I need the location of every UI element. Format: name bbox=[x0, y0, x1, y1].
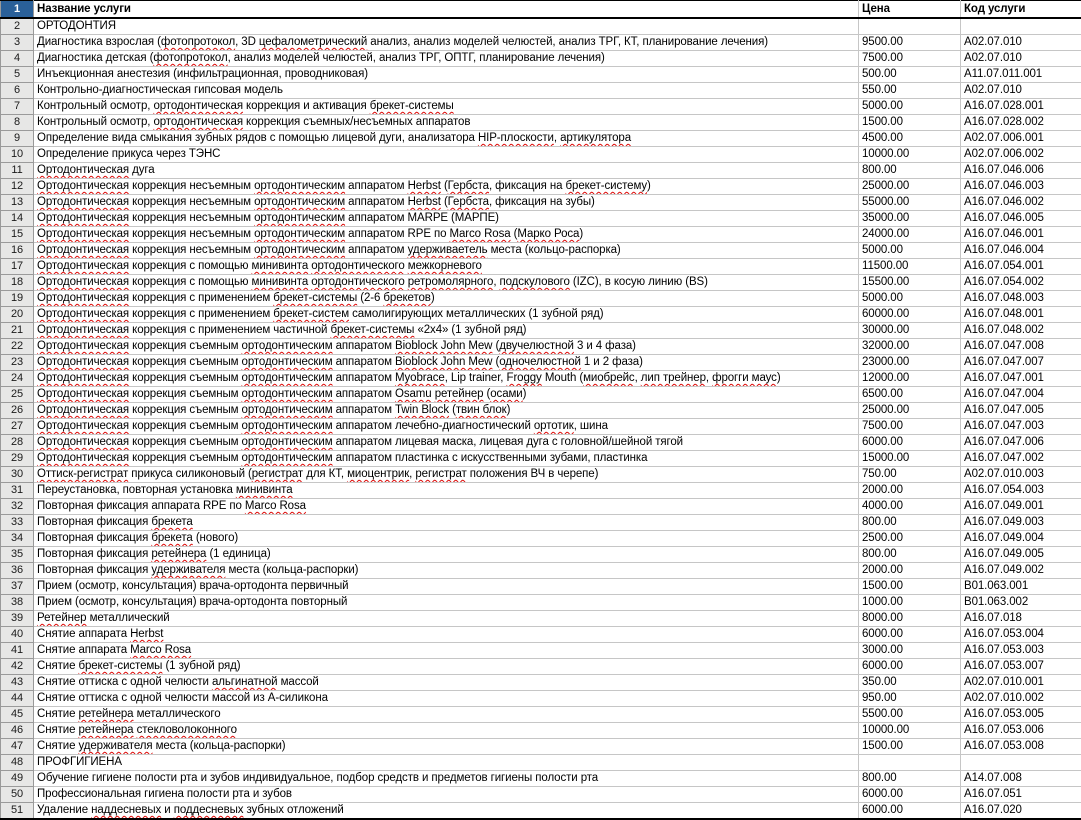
cell-service-code[interactable]: A11.07.011.001 bbox=[961, 67, 1081, 83]
cell-service-name[interactable]: Ортодонтическая коррекция съемным ортодонтическим аппаратом Bioblock John Mew (одночелюстной 1 и 2 фаза) bbox=[34, 355, 859, 371]
row-number[interactable]: 20 bbox=[1, 307, 34, 323]
cell-service-name[interactable]: Повторная фиксация удерживателя места (кольца-распорки) bbox=[34, 563, 859, 579]
row-number[interactable]: 4 bbox=[1, 51, 34, 67]
cell-service-name[interactable]: Ортодонтическая коррекция съемным ортодонтическим аппаратом Bioblock John Mew (двучелюстной 3 и 4 фаза) bbox=[34, 339, 859, 355]
cell-service-name[interactable]: Ортодонтическая коррекция несъемным ортодонтическим аппаратом Herbst (Гербста, фиксация на зубы) bbox=[34, 195, 859, 211]
table-row bbox=[1, 195, 1081, 211]
cell-service-name[interactable]: Ортодонтическая коррекция съемным ортодонтическим аппаратом Myobrace, Lip trainer, Froggy Mouth (миобрейс, лип трейнер, фрогги маус) bbox=[34, 371, 859, 387]
table-row bbox=[1, 83, 1081, 99]
cell-price[interactable]: 5000.00 bbox=[859, 243, 961, 259]
cell-price[interactable]: 30000.00 bbox=[859, 323, 961, 339]
cell-service-code[interactable]: A16.07.047.001 bbox=[961, 371, 1081, 387]
row-number[interactable]: 6 bbox=[1, 83, 34, 99]
cell-service-code[interactable]: A16.07.020 bbox=[961, 803, 1081, 820]
row-number[interactable]: 29 bbox=[1, 451, 34, 467]
cell-service-name[interactable]: Ортодонтическая коррекция с помощью минивинта ортодонтического ретромолярного, подскулового (IZC), в косую линию (BS) bbox=[34, 275, 859, 291]
row-number[interactable]: 49 bbox=[1, 771, 34, 787]
cell-service-code[interactable]: A16.07.054.002 bbox=[961, 275, 1081, 291]
row-number[interactable]: 42 bbox=[1, 659, 34, 675]
cell-service-code[interactable]: A16.07.047.004 bbox=[961, 387, 1081, 403]
cell-price[interactable]: 15000.00 bbox=[859, 451, 961, 467]
cell-price[interactable]: 10000.00 bbox=[859, 147, 961, 163]
cell-service-code[interactable]: A16.07.053.007 bbox=[961, 659, 1081, 675]
row-number[interactable]: 41 bbox=[1, 643, 34, 659]
cell-price[interactable]: 6000.00 bbox=[859, 435, 961, 451]
row-number[interactable]: 19 bbox=[1, 291, 34, 307]
cell-service-code[interactable]: A02.07.010 bbox=[961, 35, 1081, 51]
row-number[interactable]: 12 bbox=[1, 179, 34, 195]
cell-price[interactable]: 350.00 bbox=[859, 675, 961, 691]
cell-price[interactable]: 7500.00 bbox=[859, 51, 961, 67]
row-number[interactable]: 8 bbox=[1, 115, 34, 131]
cell-service-code[interactable]: A02.07.010.002 bbox=[961, 691, 1081, 707]
cell-service-name[interactable]: Снятие ретейнера стекловолоконного bbox=[34, 723, 859, 739]
cell-service-code[interactable] bbox=[961, 755, 1081, 771]
cell-service-code[interactable]: A16.07.049.005 bbox=[961, 547, 1081, 563]
cell-service-code[interactable]: A16.07.018 bbox=[961, 611, 1081, 627]
cell-service-code[interactable]: A16.07.049.003 bbox=[961, 515, 1081, 531]
table-row bbox=[1, 643, 1081, 659]
row-number[interactable]: 5 bbox=[1, 67, 34, 83]
cell-service-code[interactable]: A02.07.010 bbox=[961, 83, 1081, 99]
table-row bbox=[1, 467, 1081, 483]
row-number[interactable]: 46 bbox=[1, 723, 34, 739]
cell-service-code[interactable]: A02.07.010.003 bbox=[961, 467, 1081, 483]
cell-service-name[interactable]: Снятие аппарата Herbst bbox=[34, 627, 859, 643]
cell-price[interactable]: 1500.00 bbox=[859, 115, 961, 131]
table-row bbox=[1, 307, 1081, 323]
row-number[interactable]: 15 bbox=[1, 227, 34, 243]
table-row bbox=[1, 803, 1081, 820]
table-row bbox=[1, 403, 1081, 419]
table-row bbox=[1, 243, 1081, 259]
cell-service-name[interactable]: Ортодонтическая коррекция с применением брекет-систем самолигирующих металлических (1 зубной ряд) bbox=[34, 307, 859, 323]
row-number[interactable]: 22 bbox=[1, 339, 34, 355]
table-row bbox=[1, 419, 1081, 435]
table-row bbox=[1, 115, 1081, 131]
table-row bbox=[1, 739, 1081, 755]
cell-price[interactable]: 7500.00 bbox=[859, 419, 961, 435]
cell-service-name[interactable]: Повторная фиксация ретейнера (1 единица) bbox=[34, 547, 859, 563]
cell-service-code[interactable]: A02.07.006.001 bbox=[961, 131, 1081, 147]
table-row bbox=[1, 355, 1081, 371]
cell-service-code[interactable]: A16.07.046.002 bbox=[961, 195, 1081, 211]
table-row bbox=[1, 771, 1081, 787]
cell-price[interactable]: 5000.00 bbox=[859, 291, 961, 307]
cell-price[interactable]: 15500.00 bbox=[859, 275, 961, 291]
row-number[interactable]: 30 bbox=[1, 467, 34, 483]
cell-price[interactable]: 8000.00 bbox=[859, 611, 961, 627]
cell-service-code[interactable]: B01.063.001 bbox=[961, 579, 1081, 595]
cell-service-code[interactable]: A16.07.047.007 bbox=[961, 355, 1081, 371]
cell-service-name[interactable]: Профессиональная гигиена полости рта и зубов bbox=[34, 787, 859, 803]
cell-price[interactable]: 55000.00 bbox=[859, 195, 961, 211]
cell-service-name[interactable]: Прием (осмотр, консультация) врача-ортодонта повторный bbox=[34, 595, 859, 611]
table-row bbox=[1, 787, 1081, 803]
table-row bbox=[1, 179, 1081, 195]
cell-service-name[interactable]: Контрольный осмотр, ортодонтическая коррекция съемных/несъемных аппаратов bbox=[34, 115, 859, 131]
row-number[interactable]: 51 bbox=[1, 803, 34, 820]
cell-service-name[interactable]: Ортодонтическая коррекция несъемным ортодонтическим аппаратом MARPE (МАРПЕ) bbox=[34, 211, 859, 227]
cell-service-code[interactable]: A16.07.053.008 bbox=[961, 739, 1081, 755]
cell-service-name[interactable]: Переустановка, повторная установка минивинта bbox=[34, 483, 859, 499]
cell-service-code[interactable]: A16.07.054.003 bbox=[961, 483, 1081, 499]
table-row bbox=[1, 723, 1081, 739]
cell-service-code[interactable]: A16.07.049.004 bbox=[961, 531, 1081, 547]
cell-service-code[interactable]: A16.07.048.002 bbox=[961, 323, 1081, 339]
cell-price[interactable]: 6000.00 bbox=[859, 659, 961, 675]
cell-price[interactable]: 2500.00 bbox=[859, 531, 961, 547]
row-header-selected[interactable]: 1 bbox=[1, 1, 34, 19]
cell-service-name[interactable]: Снятие ретейнера металлического bbox=[34, 707, 859, 723]
cell-price[interactable]: 1000.00 bbox=[859, 595, 961, 611]
row-number[interactable]: 17 bbox=[1, 259, 34, 275]
row-number[interactable]: 50 bbox=[1, 787, 34, 803]
cell-service-code[interactable]: A02.07.010.001 bbox=[961, 675, 1081, 691]
cell-service-code[interactable]: A16.07.047.006 bbox=[961, 435, 1081, 451]
table-row bbox=[1, 627, 1081, 643]
table-row bbox=[1, 675, 1081, 691]
cell-price[interactable]: 24000.00 bbox=[859, 227, 961, 243]
row-number[interactable]: 27 bbox=[1, 419, 34, 435]
table-row bbox=[1, 691, 1081, 707]
cell-service-code[interactable]: A16.07.046.001 bbox=[961, 227, 1081, 243]
row-number[interactable]: 18 bbox=[1, 275, 34, 291]
row-number[interactable]: 26 bbox=[1, 403, 34, 419]
table-row bbox=[1, 483, 1081, 499]
row-number[interactable]: 37 bbox=[1, 579, 34, 595]
cell-service-name[interactable]: ПРОФГИГИЕНА bbox=[34, 755, 859, 771]
cell-service-name[interactable]: Повторная фиксация брекета (нового) bbox=[34, 531, 859, 547]
row-number[interactable]: 21 bbox=[1, 323, 34, 339]
cell-price[interactable]: 500.00 bbox=[859, 67, 961, 83]
cell-service-name[interactable]: Прием (осмотр, консультация) врача-ортодонта первичный bbox=[34, 579, 859, 595]
cell-service-name[interactable]: Ортодонтическая коррекция съемным ортодонтическим аппаратом лечебно-диагностический ортотик, шина bbox=[34, 419, 859, 435]
cell-service-code[interactable]: A16.07.028.001 bbox=[961, 99, 1081, 115]
row-number[interactable]: 39 bbox=[1, 611, 34, 627]
cell-service-code[interactable]: A16.07.047.008 bbox=[961, 339, 1081, 355]
cell-service-code[interactable]: A16.07.053.003 bbox=[961, 643, 1081, 659]
cell-service-name[interactable]: Ортодонтическая коррекция съемным ортодонтическим аппаратом Twin Block (твин блок) bbox=[34, 403, 859, 419]
cell-price[interactable]: 6000.00 bbox=[859, 803, 961, 820]
cell-service-name[interactable]: Инъекционная анестезия (инфильтрационная, проводниковая) bbox=[34, 67, 859, 83]
cell-service-code[interactable]: A16.07.049.002 bbox=[961, 563, 1081, 579]
cell-service-name[interactable]: Ортодонтическая коррекция с помощью минивинта ортодонтического межкорневого bbox=[34, 259, 859, 275]
table-row bbox=[1, 451, 1081, 467]
row-number[interactable]: 24 bbox=[1, 371, 34, 387]
cell-service-name[interactable]: Повторная фиксация брекета bbox=[34, 515, 859, 531]
cell-service-name[interactable]: Повторная фиксация аппарата RPE по Marco Rosa bbox=[34, 499, 859, 515]
cell-price[interactable]: 12000.00 bbox=[859, 371, 961, 387]
cell-service-name[interactable]: Оттиск-регистрат прикуса силиконовый (регистрат для КТ, миоцентрик, регистрат положения ВЧ в черепе) bbox=[34, 467, 859, 483]
row-number[interactable]: 23 bbox=[1, 355, 34, 371]
row-number[interactable]: 43 bbox=[1, 675, 34, 691]
cell-service-code[interactable]: A16.07.048.001 bbox=[961, 307, 1081, 323]
column-header-code[interactable]: Код услуги bbox=[961, 1, 1081, 19]
table-row bbox=[1, 131, 1081, 147]
cell-service-name[interactable]: Снятие брекет-системы (1 зубной ряд) bbox=[34, 659, 859, 675]
table-row bbox=[1, 291, 1081, 307]
table-row bbox=[1, 67, 1081, 83]
row-number[interactable]: 36 bbox=[1, 563, 34, 579]
cell-price[interactable]: 25000.00 bbox=[859, 179, 961, 195]
cell-price[interactable]: 32000.00 bbox=[859, 339, 961, 355]
cell-price[interactable]: 11500.00 bbox=[859, 259, 961, 275]
cell-service-code[interactable] bbox=[961, 18, 1081, 35]
cell-price[interactable]: 800.00 bbox=[859, 515, 961, 531]
cell-service-code[interactable]: A16.07.054.001 bbox=[961, 259, 1081, 275]
cell-service-name[interactable]: ОРТОДОНТИЯ bbox=[34, 18, 859, 35]
cell-price[interactable]: 6000.00 bbox=[859, 627, 961, 643]
table-row bbox=[1, 563, 1081, 579]
cell-price[interactable]: 9500.00 bbox=[859, 35, 961, 51]
table-row bbox=[1, 163, 1081, 179]
row-number[interactable]: 10 bbox=[1, 147, 34, 163]
cell-service-name[interactable]: Снятие удерживателя места (кольца-распорки) bbox=[34, 739, 859, 755]
cell-price[interactable]: 950.00 bbox=[859, 691, 961, 707]
table-row bbox=[1, 531, 1081, 547]
row-number[interactable]: 44 bbox=[1, 691, 34, 707]
cell-service-name[interactable]: Ортодонтическая коррекция несъемным ортодонтическим аппаратом Herbst (Гербста, фиксация на брекет-систему) bbox=[34, 179, 859, 195]
table-row bbox=[1, 547, 1081, 563]
cell-price[interactable]: 23000.00 bbox=[859, 355, 961, 371]
column-header-price[interactable]: Цена bbox=[859, 1, 961, 19]
row-number[interactable]: 11 bbox=[1, 163, 34, 179]
cell-service-name[interactable]: Диагностика детская (фотопротокол, анализ моделей челюстей, анализ ТРГ, ОПТГ, планирование лечения) bbox=[34, 51, 859, 67]
row-number[interactable]: 14 bbox=[1, 211, 34, 227]
row-number[interactable]: 34 bbox=[1, 531, 34, 547]
cell-service-code[interactable]: B01.063.002 bbox=[961, 595, 1081, 611]
row-number[interactable]: 47 bbox=[1, 739, 34, 755]
cell-service-code[interactable]: A16.07.047.005 bbox=[961, 403, 1081, 419]
row-number[interactable]: 28 bbox=[1, 435, 34, 451]
table-row bbox=[1, 51, 1081, 67]
cell-service-name[interactable]: Определение вида смыкания зубных рядов с помощью лицевой дуги, анализатора HIP-плоскости, артикулятора bbox=[34, 131, 859, 147]
row-number[interactable]: 3 bbox=[1, 35, 34, 51]
row-number[interactable]: 2 bbox=[1, 18, 34, 35]
cell-price[interactable]: 5000.00 bbox=[859, 99, 961, 115]
cell-service-code[interactable]: A16.07.053.005 bbox=[961, 707, 1081, 723]
table-row bbox=[1, 595, 1081, 611]
table-row bbox=[1, 755, 1081, 771]
cell-price[interactable]: 25000.00 bbox=[859, 403, 961, 419]
row-number[interactable]: 13 bbox=[1, 195, 34, 211]
table-row bbox=[1, 387, 1081, 403]
cell-service-name[interactable]: Ортодонтическая коррекция несъемным ортодонтическим аппаратом RPE по Marco Rosa (Марко Роса) bbox=[34, 227, 859, 243]
table-row bbox=[1, 579, 1081, 595]
table-row bbox=[1, 499, 1081, 515]
cell-service-name[interactable]: Контрольный осмотр, ортодонтическая коррекция и активация брекет-системы bbox=[34, 99, 859, 115]
cell-service-code[interactable]: A16.07.048.003 bbox=[961, 291, 1081, 307]
table-row bbox=[1, 259, 1081, 275]
cell-price[interactable]: 1500.00 bbox=[859, 739, 961, 755]
cell-price[interactable]: 60000.00 bbox=[859, 307, 961, 323]
table-row bbox=[1, 323, 1081, 339]
cell-price[interactable]: 800.00 bbox=[859, 771, 961, 787]
cell-price[interactable] bbox=[859, 755, 961, 771]
cell-price[interactable]: 3000.00 bbox=[859, 643, 961, 659]
cell-service-code[interactable]: A16.07.046.006 bbox=[961, 163, 1081, 179]
row-number[interactable]: 31 bbox=[1, 483, 34, 499]
cell-price[interactable]: 6000.00 bbox=[859, 787, 961, 803]
cell-price[interactable]: 800.00 bbox=[859, 163, 961, 179]
cell-service-code[interactable]: A16.07.046.005 bbox=[961, 211, 1081, 227]
table-row bbox=[1, 435, 1081, 451]
cell-price[interactable]: 2000.00 bbox=[859, 563, 961, 579]
header-row bbox=[1, 1, 1081, 19]
cell-service-code[interactable]: A16.07.028.002 bbox=[961, 115, 1081, 131]
cell-service-name[interactable]: Ортодонтическая коррекция несъемным ортодонтическим аппаратом удерживаетель места (кольцо-распорка) bbox=[34, 243, 859, 259]
cell-service-name[interactable]: Ортодонтическая коррекция с применением брекет-системы (2-6 брекетов) bbox=[34, 291, 859, 307]
table-row bbox=[1, 275, 1081, 291]
row-number[interactable]: 33 bbox=[1, 515, 34, 531]
cell-service-code[interactable]: A16.07.046.004 bbox=[961, 243, 1081, 259]
cell-service-name[interactable]: Обучение гигиене полости рта и зубов индивидуальное, подбор средств и предметов гигиены полости рта bbox=[34, 771, 859, 787]
cell-price[interactable] bbox=[859, 18, 961, 35]
cell-service-name[interactable]: Ортодонтическая коррекция съемным ортодонтическим аппаратом лицевая маска, лицевая дуга с головной/шейной тягой bbox=[34, 435, 859, 451]
cell-price[interactable]: 800.00 bbox=[859, 547, 961, 563]
cell-service-code[interactable]: A16.07.053.006 bbox=[961, 723, 1081, 739]
cell-service-name[interactable]: Контрольно-диагностическая гипсовая модель bbox=[34, 83, 859, 99]
cell-service-code[interactable]: A16.07.047.003 bbox=[961, 419, 1081, 435]
table-row bbox=[1, 147, 1081, 163]
cell-service-name[interactable]: Снятие аппарата Marco Rosa bbox=[34, 643, 859, 659]
cell-price[interactable]: 5500.00 bbox=[859, 707, 961, 723]
cell-price[interactable]: 550.00 bbox=[859, 83, 961, 99]
cell-price[interactable]: 750.00 bbox=[859, 467, 961, 483]
table-row bbox=[1, 99, 1081, 115]
cell-service-code[interactable]: A16.07.047.002 bbox=[961, 451, 1081, 467]
cell-price[interactable]: 10000.00 bbox=[859, 723, 961, 739]
price-table-body bbox=[1, 1, 1081, 820]
table-row bbox=[1, 515, 1081, 531]
cell-service-code[interactable]: A02.07.006.002 bbox=[961, 147, 1081, 163]
cell-price[interactable]: 6500.00 bbox=[859, 387, 961, 403]
table-row bbox=[1, 339, 1081, 355]
cell-service-name[interactable]: Удаление наддесневых и поддесневых зубных отложений bbox=[34, 803, 859, 820]
row-number[interactable]: 40 bbox=[1, 627, 34, 643]
cell-service-name[interactable]: Ортодонтическая коррекция съемным ортодонтическим аппаратом пластинка с искусственными зубами, пластинка bbox=[34, 451, 859, 467]
cell-service-name[interactable]: Ортодонтическая коррекция с применением частичной брекет-системы «2x4» (1 зубной ряд) bbox=[34, 323, 859, 339]
cell-price[interactable]: 1500.00 bbox=[859, 579, 961, 595]
cell-service-name[interactable]: Ортодонтическая дуга bbox=[34, 163, 859, 179]
cell-service-name[interactable]: Ортодонтическая коррекция съемным ортодонтическим аппаратом Osamu ретейнер (осами) bbox=[34, 387, 859, 403]
cell-service-code[interactable]: A16.07.049.001 bbox=[961, 499, 1081, 515]
cell-service-name[interactable]: Определение прикуса через ТЭНС bbox=[34, 147, 859, 163]
table-row bbox=[1, 707, 1081, 723]
cell-price[interactable]: 4000.00 bbox=[859, 499, 961, 515]
row-number[interactable]: 16 bbox=[1, 243, 34, 259]
row-number[interactable]: 7 bbox=[1, 99, 34, 115]
cell-service-name[interactable]: Снятие оттиска с одной челюсти массой из А-силикона bbox=[34, 691, 859, 707]
table-row bbox=[1, 18, 1081, 35]
row-number[interactable]: 48 bbox=[1, 755, 34, 771]
table-row bbox=[1, 211, 1081, 227]
cell-price[interactable]: 4500.00 bbox=[859, 131, 961, 147]
row-number[interactable]: 45 bbox=[1, 707, 34, 723]
table-row bbox=[1, 371, 1081, 387]
column-header-name[interactable]: Название услуги bbox=[34, 1, 859, 19]
row-number[interactable]: 25 bbox=[1, 387, 34, 403]
cell-service-name[interactable]: Ретейнер металлический bbox=[34, 611, 859, 627]
table-row bbox=[1, 659, 1081, 675]
cell-service-code[interactable]: A14.07.008 bbox=[961, 771, 1081, 787]
cell-service-name[interactable]: Диагностика взрослая (фотопротокол, 3D цефалометрический анализ, анализ моделей челюстей, анализ ТРГ, КТ, планирование лечения) bbox=[34, 35, 859, 51]
row-number[interactable]: 35 bbox=[1, 547, 34, 563]
table-row bbox=[1, 35, 1081, 51]
cell-service-code[interactable]: A02.07.010 bbox=[961, 51, 1081, 67]
cell-price[interactable]: 2000.00 bbox=[859, 483, 961, 499]
table-row bbox=[1, 611, 1081, 627]
cell-service-code[interactable]: A16.07.053.004 bbox=[961, 627, 1081, 643]
cell-service-code[interactable]: A16.07.051 bbox=[961, 787, 1081, 803]
cell-service-code[interactable]: A16.07.046.003 bbox=[961, 179, 1081, 195]
row-number[interactable]: 38 bbox=[1, 595, 34, 611]
row-number[interactable]: 32 bbox=[1, 499, 34, 515]
row-number[interactable]: 9 bbox=[1, 131, 34, 147]
cell-service-name[interactable]: Снятие оттиска с одной челюсти альгинатной массой bbox=[34, 675, 859, 691]
cell-price[interactable]: 35000.00 bbox=[859, 211, 961, 227]
table-row bbox=[1, 227, 1081, 243]
